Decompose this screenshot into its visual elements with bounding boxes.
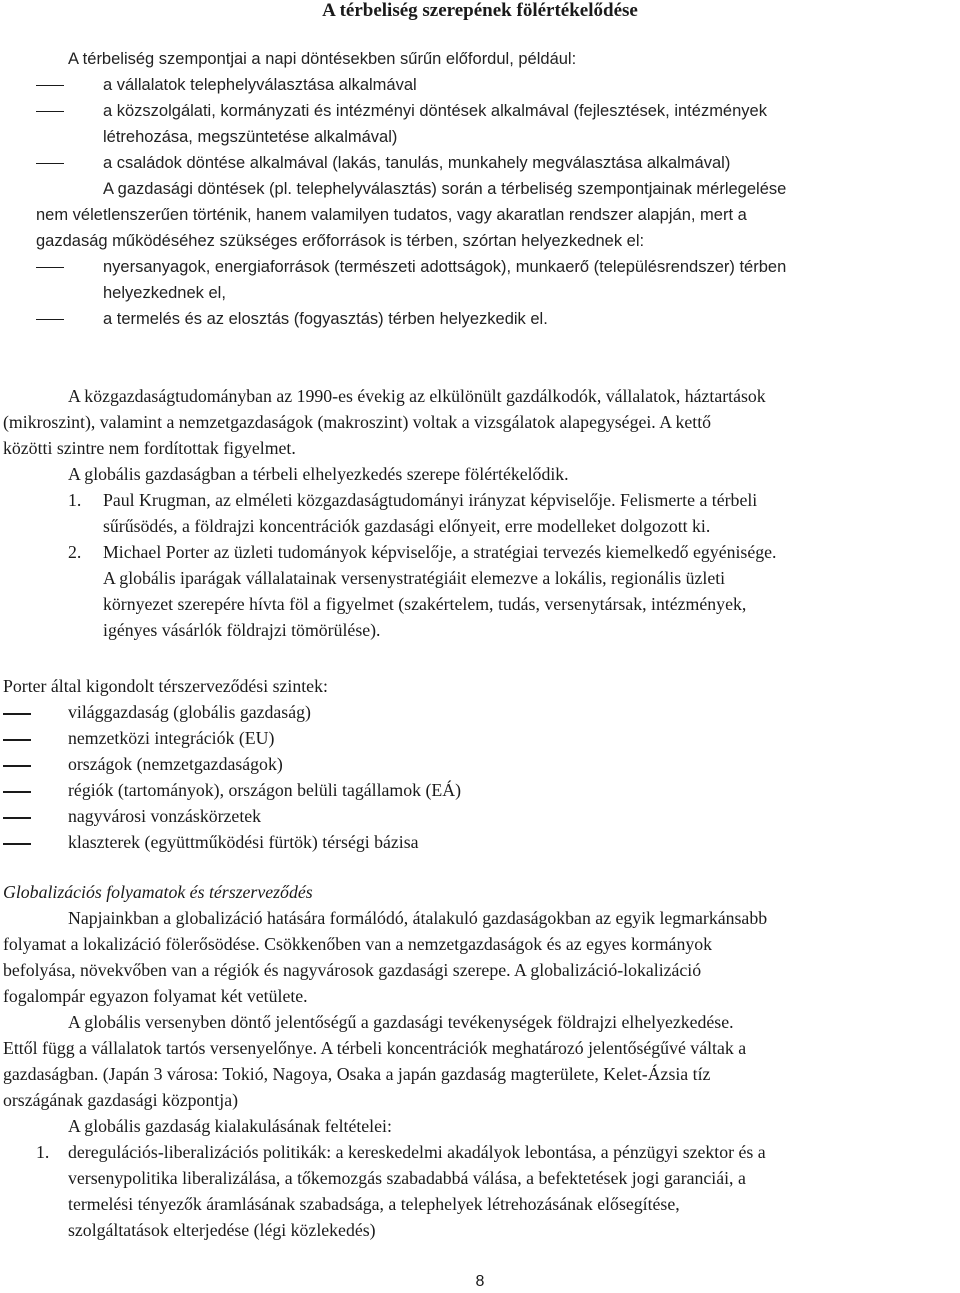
list-item: a vállalatok telephelyválasztása alkalmával	[0, 72, 960, 98]
dash-bullet	[3, 817, 31, 818]
numbered-item-continuation: szolgáltatások elterjedése (légi közlekedés)	[68, 1220, 376, 1240]
list-item: országok (nemzetgazdaságok)	[0, 751, 960, 777]
paragraph-line: gazdaságban. (Japán 3 városa: Tokió, Nagoya, Osaka a japán gazdaság magterülete, Kelet-Ázsia tíz	[3, 1064, 711, 1084]
section-4	[0, 673, 960, 855]
numbered-item-continuation: termelési tényezők áramlásának szabadsága, a telephelyek létrehozásának elősegítése,	[68, 1194, 680, 1214]
list-item: a családok döntése alkalmával (lakás, tanulás, munkahely megválasztása alkalmával)	[0, 150, 960, 176]
dash-bullet	[3, 713, 31, 714]
section-1-intro: A térbeliség szempontjai a napi döntésekben sűrűn előfordul, például:	[68, 50, 577, 68]
paragraph-line: Napjainkban a globalizáció hatására formálódó, átalakuló gazdaságokban az egyik legmarkánsabb	[68, 908, 768, 928]
paragraph-line: A globális versenyben döntő jelentőségű a gazdasági tevékenységek földrajzi elhelyezkedése.	[68, 1012, 734, 1032]
list-item: régiók (tartományok), országon belüli tagállamok (EÁ)	[0, 777, 960, 803]
dash-bullet	[3, 791, 31, 792]
numbered-item-continuation: versenypolitika liberalizálása, a tőkemozgás szabadabbá válása, a befektetések jogi garanciái, a	[68, 1168, 746, 1188]
numbered-item-continuation: igényes vásárlók földrajzi tömörülése).	[103, 620, 381, 640]
dash-bullet	[3, 739, 31, 740]
list-item: világgazdaság (globális gazdaság)	[0, 699, 960, 725]
paragraph-line: közötti szintre nem fordítottak figyelmet.	[3, 438, 296, 458]
list-item: a termelés és az elosztás (fogyasztás) térben helyezkedik el.	[0, 306, 960, 332]
section-3	[0, 383, 960, 643]
paragraph-line: folyamat a lokalizáció fölerősödése. Csökkenőben van a nemzetgazdaságok és az egyes kormányok	[3, 934, 713, 954]
list-item: nyersanyagok, energiaforrások (természeti adottságok), munkaerő (településrendszer) térben	[0, 254, 960, 280]
dash-bullet	[36, 111, 64, 112]
paragraph-line: (mikroszint), valamint a nemzetgazdaságok (makroszint) voltak a vizsgálatok alapegységei. A kettő	[3, 412, 712, 432]
page-number: 8	[475, 1273, 485, 1290]
numbered-item: 2. Michael Porter az üzleti tudományok képviselője, a stratégiai tervezés kiemelkedő egyénisége.	[68, 542, 777, 562]
paragraph-line: A közgazdaságtudományban az 1990-es évekig az elkülönült gazdálkodók, vállalatok, háztartások	[68, 386, 766, 406]
list-item: a közszolgálati, kormányzati és intézményi döntések alkalmával (fejlesztések, intézmények	[0, 98, 960, 124]
paragraph-line: nem véletlenszerűen történik, hanem valamilyen tudatos, vagy akaratlan rendszer alapján, mert a	[36, 206, 747, 224]
list-item: nagyvárosi vonzáskörzetek	[0, 803, 960, 829]
numbered-item: 1. deregulációs-liberalizációs politikák: a kereskedelmi akadályok lebontása, a pénzügyi szektor és a	[36, 1142, 766, 1162]
page-title: A térbeliség szerepének fölértékelődése	[322, 0, 638, 21]
paragraph-line: országának gazdasági központja)	[3, 1090, 239, 1110]
paragraph-line: gazdaság működéséhez szükséges erőforrások is térben, szórtan helyezkednek el:	[36, 232, 645, 250]
section-heading: Porter által kigondolt térszerveződési szintek:	[3, 676, 328, 696]
list-item: nemzetközi integrációk (EU)	[0, 725, 960, 751]
paragraph-line: Ettől függ a vállalatok tartós versenyelőnye. A térbeli koncentrációk meghatározó jelentőségűvé váltak a	[3, 1038, 747, 1058]
paragraph-line: A globális gazdaság kialakulásának feltételei:	[68, 1116, 392, 1136]
dash-bullet	[3, 765, 31, 766]
list-item-continuation: létrehozása, megszüntetése alkalmával)	[103, 128, 398, 146]
numbered-item-continuation: A globális iparágak vállalatainak versenystratégiáit elemezve a lokális, regionális üzleti	[103, 568, 726, 588]
dash-bullet	[36, 319, 64, 320]
paragraph-line: fogalompár egyazon folyamat két vetülete.	[3, 986, 308, 1006]
dash-bullet	[36, 85, 64, 86]
dash-bullet	[36, 267, 64, 268]
dash-bullet	[36, 163, 64, 164]
section-5	[0, 879, 960, 1243]
paragraph-line: befolyása, növekvőben van a régiók és nagyvárosok gazdasági szerepe. A globalizáció-lokalizáció	[3, 960, 702, 980]
list-item-continuation: helyezkednek el,	[103, 284, 226, 302]
numbered-item: 1. Paul Krugman, az elméleti közgazdaságtudományi irányzat képviselője. Felismerte a térbeli	[68, 490, 758, 510]
numbered-item-continuation: környezet szerepére hívta föl a figyelmet (szakértelem, tudás, versenytársak, intézmények,	[103, 594, 747, 614]
paragraph-line: A gazdasági döntések (pl. telephelyválasztás) során a térbeliség szempontjainak mérlegelése	[103, 180, 787, 198]
section-heading: Globalizációs folyamatok és térszerveződés	[3, 882, 313, 902]
section-2	[0, 176, 960, 332]
numbered-item-continuation: sűrűsödés, a földrajzi koncentrációk gazdasági előnyeit, erre modelleket dolgozott ki.	[103, 516, 711, 536]
dash-bullet	[3, 843, 31, 844]
list-item: klaszterek (együttműködési fürtök) térségi bázisa	[0, 829, 960, 855]
section-1	[0, 46, 960, 176]
paragraph-line: A globális gazdaságban a térbeli elhelyezkedés szerepe fölértékelődik.	[68, 464, 569, 484]
